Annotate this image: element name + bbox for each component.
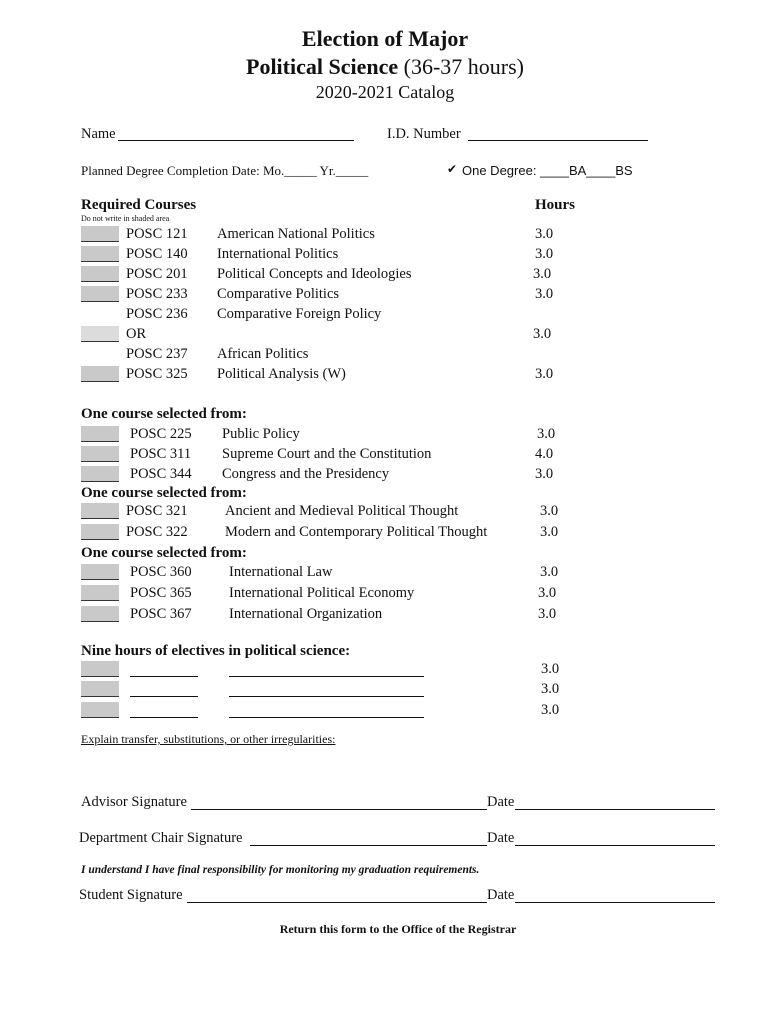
page-title: Election of Major [301,26,469,51]
course-title: Modern and Contemporary Political Thought [225,524,488,540]
name-field[interactable] [118,140,354,141]
id-label: I.D. Number [387,126,461,142]
course-code: POSC 225 [130,426,192,442]
shaded-box [81,426,119,442]
date-label: Date [487,794,515,810]
chair-date-field[interactable] [515,845,715,846]
group1-heading: One course selected from: [81,406,247,422]
chair-signature-field[interactable] [250,845,487,846]
elective-title-field[interactable] [229,676,424,677]
major-name: Political Science [246,54,399,79]
one-degree-selector[interactable]: One Degree: ____BA____BS [462,163,633,178]
shaded-box [81,246,119,262]
course-hours: 3.0 [535,226,554,242]
advisor-date-field[interactable] [515,809,715,810]
course-hours: 3.0 [540,564,559,580]
course-title: International Organization [229,606,383,622]
course-title: Supreme Court and the Constitution [222,446,432,462]
return-instructions: Return this form to the Office of the Registrar [279,922,517,936]
course-code: POSC 237 [126,346,188,362]
shaded-box [81,661,119,677]
course-title: Ancient and Medieval Political Thought [225,503,459,519]
course-title: American National Politics [217,226,375,242]
advisor-signature-field[interactable] [191,809,487,810]
course-hours: 3.0 [540,503,559,519]
elective-hours: 3.0 [541,681,560,697]
student-date-field[interactable] [515,902,715,903]
elective-hours: 3.0 [541,661,560,677]
course-code: POSC 201 [126,266,188,282]
course-title: International Law [229,564,333,580]
elective-code-field[interactable] [130,696,198,697]
chair-signature-label: Department Chair Signature [79,830,243,846]
shaded-box [81,286,119,302]
course-code: POSC 233 [126,286,188,302]
course-code: POSC 365 [130,585,192,601]
course-title: Congress and the Presidency [222,466,390,482]
group3-heading: One course selected from: [81,545,247,561]
course-hours: 3.0 [538,606,557,622]
course-title: International Political Economy [229,585,415,601]
elective-title-field[interactable] [229,717,424,718]
course-title: Political Analysis (W) [217,366,346,382]
shaded-box [81,326,119,342]
or-label: OR [126,326,147,342]
course-title: Comparative Politics [217,286,340,302]
major-hours: (36-37 hours) [398,54,524,79]
elective-title-field[interactable] [229,696,424,697]
course-code: POSC 360 [130,564,192,580]
course-title: Political Concepts and Ideologies [217,266,412,282]
course-hours: 3.0 [533,266,552,282]
course-hours: 4.0 [535,446,554,462]
check-icon: ✔ [447,162,458,176]
course-hours: 3.0 [535,286,554,302]
name-label: Name [81,126,116,142]
elective-code-field[interactable] [130,676,198,677]
advisor-signature-label: Advisor Signature [81,794,187,810]
shaded-box [81,585,119,601]
catalog-year: 2020-2021 Catalog [315,82,455,102]
student-signature-field[interactable] [187,902,487,903]
course-code: POSC 325 [126,366,188,382]
shaded-box [81,606,119,622]
course-title: Public Policy [222,426,300,442]
id-number-field[interactable] [468,140,648,141]
shaded-box [81,681,119,697]
course-code: POSC 344 [130,466,192,482]
course-code: POSC 236 [126,306,188,322]
course-code: POSC 140 [126,246,188,262]
page-subtitle [0,54,770,80]
course-title: Comparative Foreign Policy [217,306,382,322]
electives-heading: Nine hours of electives in political science: [81,643,351,659]
group2-heading: One course selected from: [81,485,247,501]
date-label: Date [487,830,515,846]
elective-code-field[interactable] [130,717,198,718]
shaded-area-note: Do not write in shaded area [81,214,170,223]
course-hours: 3.0 [540,524,559,540]
date-label: Date [487,887,515,903]
student-signature-label: Student Signature [79,887,183,903]
course-title: African Politics [217,346,309,362]
course-code: POSC 311 [130,446,192,462]
course-hours: 3.0 [537,426,556,442]
shaded-box [81,564,119,580]
course-code: POSC 321 [126,503,188,519]
course-code: POSC 367 [130,606,192,622]
shaded-box [81,366,119,382]
course-title: International Politics [217,246,339,262]
explain-irregularities-label: Explain transfer, substitutions, or other irregularities: [81,732,336,746]
course-hours: 3.0 [538,585,557,601]
shaded-box [81,702,119,718]
planned-completion-date[interactable]: Planned Degree Completion Date: Mo._____ Yr._____ [81,163,369,178]
hours-heading: Hours [535,197,576,213]
responsibility-statement: I understand I have final responsibility for monitoring my graduation requirements. [81,864,480,876]
course-code: POSC 322 [126,524,188,540]
course-hours: 3.0 [535,466,554,482]
shaded-box [81,266,119,282]
shaded-box [81,524,119,540]
elective-hours: 3.0 [541,702,560,718]
course-hours: 3.0 [535,246,554,262]
shaded-box [81,466,119,482]
course-code: POSC 121 [126,226,188,242]
course-hours: 3.0 [535,366,554,382]
shaded-box [81,503,119,519]
course-hours: 3.0 [533,326,552,342]
required-courses-heading: Required Courses [81,197,197,213]
shaded-box [81,226,119,242]
shaded-box [81,446,119,462]
